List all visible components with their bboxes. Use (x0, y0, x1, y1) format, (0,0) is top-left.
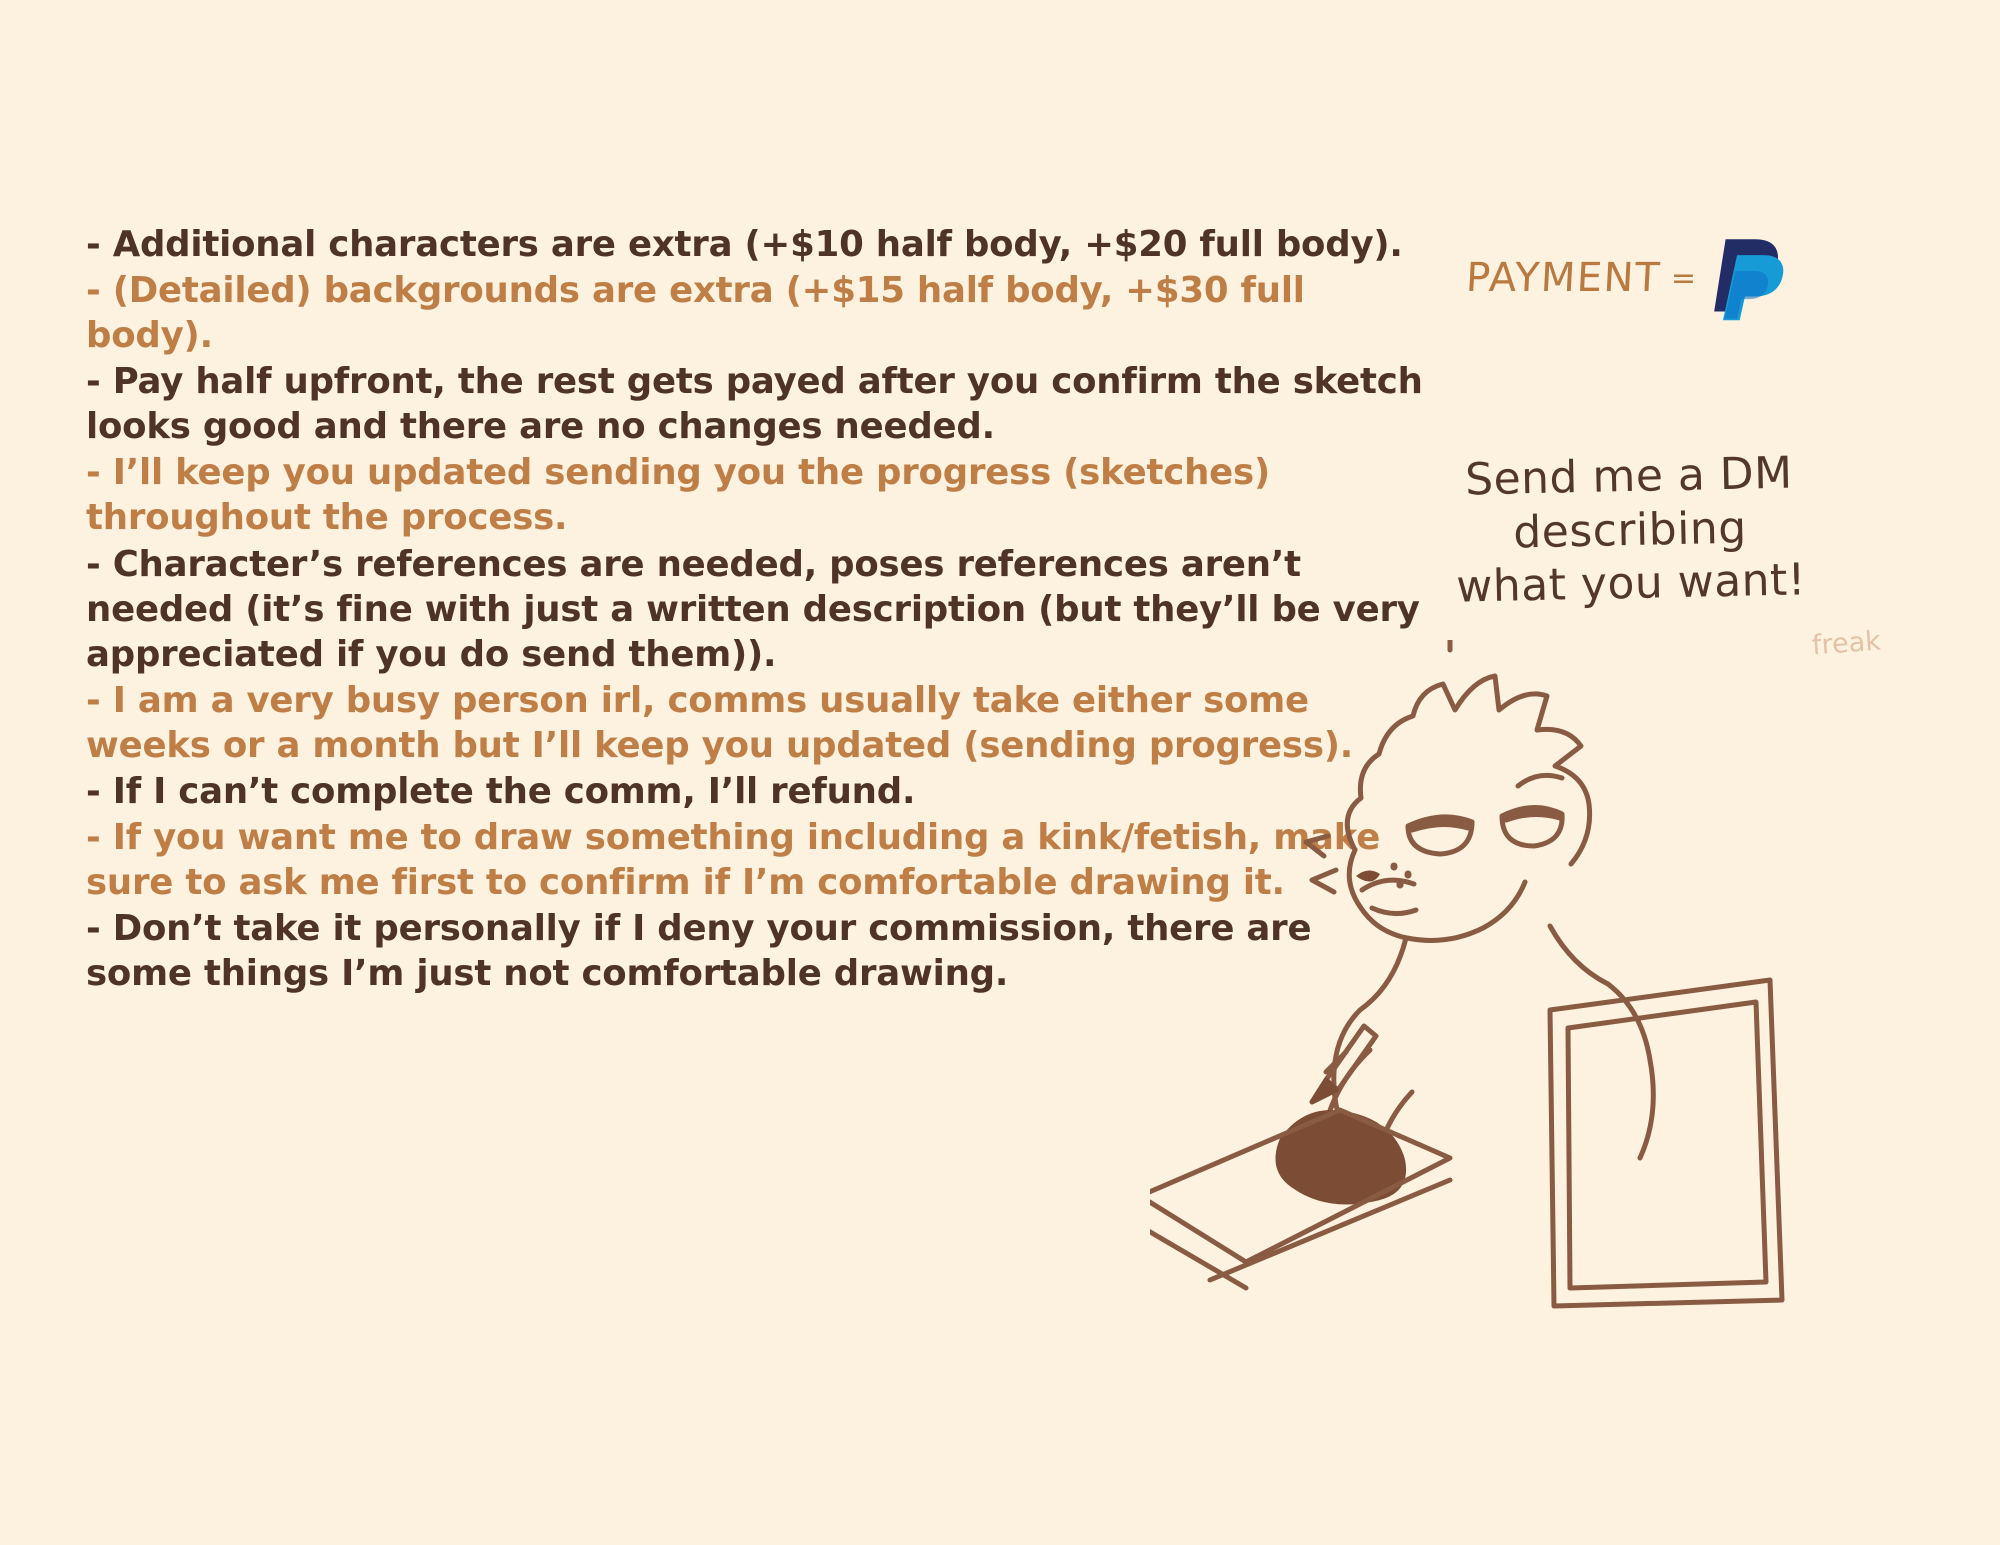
dm-note-line-2: describing (1512, 502, 1748, 559)
equals-sign: = (1670, 260, 1697, 296)
commission-terms-list (86, 222, 1435, 997)
dm-note-line-3: what you want! (1455, 554, 1807, 613)
term-item: - I am a very busy person irl, comms usually take either some weeks or a month but I’ll keep you updated (sending progress). (86, 679, 1354, 766)
term-item: - (Detailed) backgrounds are extra (+$15 half body, +$30 full body). (86, 270, 1317, 357)
term-item: - If I can’t complete the comm, I’ll refund. (86, 770, 916, 812)
term-item: - Character’s references are needed, poses references aren’t needed (it’s fine with just a written description (but they’ll be very appreciated if you do send them)). (86, 543, 1432, 675)
paypal-icon (1708, 232, 1796, 324)
term-item: - Pay half upfront, the rest gets payed after you confirm the sketch looks good and there are no changes needed. (86, 361, 1435, 448)
payment-label: PAYMENT (1464, 255, 1663, 301)
term-item: - Don’t take it personally if I deny your commission, there are some things I’m just not comfortable drawing. (86, 908, 1324, 995)
dm-note (1438, 446, 1821, 615)
term-item: - Additional characters are extra (+$10 half body, +$20 full body). (86, 224, 1403, 265)
term-item: - If you want me to draw something including a kink/fetish, make sure to ask me first to confirm if I’m comfortable drawing it. (86, 817, 1393, 904)
dm-note-line-1: Send me a DM (1464, 447, 1794, 506)
payment-heading (1466, 232, 1796, 324)
term-item: - I’ll keep you updated sending you the progress (sketches) throughout the process. (86, 452, 1283, 539)
artist-signature: freak (1811, 625, 1882, 662)
